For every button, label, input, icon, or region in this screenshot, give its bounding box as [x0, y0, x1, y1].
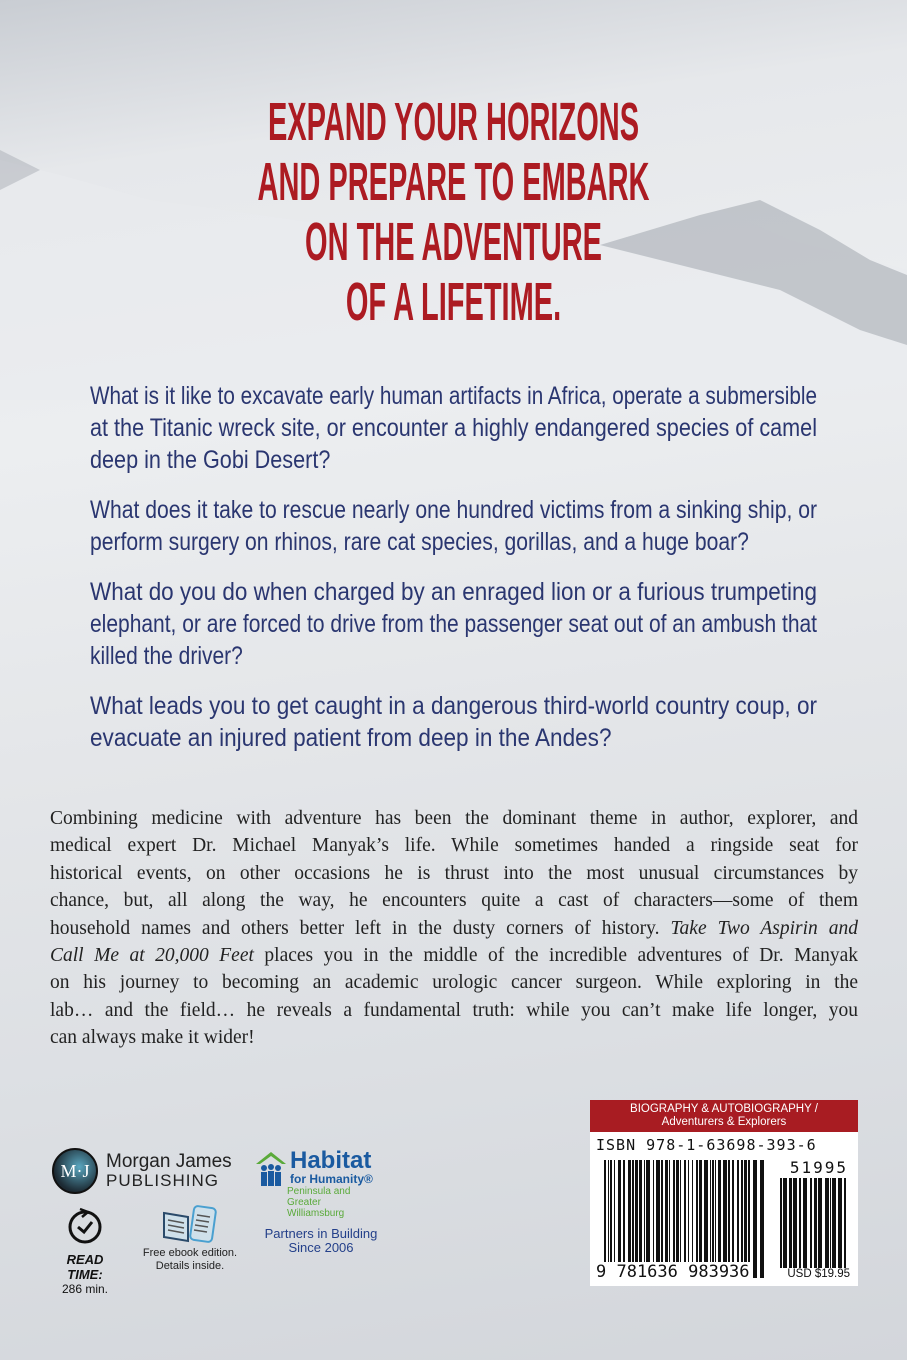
barcode-bar [728, 1160, 730, 1278]
book-title: Take Two Aspirin and [670, 917, 858, 939]
barcode-bar [646, 1160, 650, 1278]
barcode-bar [661, 1160, 663, 1278]
barcode-bar [699, 1160, 702, 1278]
barcode-bar [832, 1178, 836, 1268]
category-banner [590, 1100, 858, 1132]
barcode-bar [814, 1178, 817, 1268]
description [50, 805, 858, 1052]
open-book-icon [160, 1205, 220, 1243]
description-line [50, 832, 858, 859]
ebook-line: Free ebook edition. [142, 1247, 238, 1259]
barcode-bar [789, 1178, 792, 1268]
habitat-sub: for Humanity® [290, 1172, 373, 1186]
barcode-bar [753, 1160, 757, 1278]
habitat-affiliate: Peninsula and [287, 1186, 351, 1197]
question [90, 494, 817, 558]
headline-line: ON THE ADVENTURE [305, 212, 602, 272]
habitat-logo [256, 1147, 378, 1255]
barcode-bar [688, 1160, 689, 1278]
barcode-bar [656, 1160, 660, 1278]
question-list [90, 380, 817, 772]
question-line: What is it like to excavate early human artifacts in Africa, operate a submersible [90, 382, 817, 410]
barcode-bar [818, 1178, 822, 1268]
read-time [50, 1205, 120, 1296]
description-text: on his journey to becoming an academic urologic cancer surgeon. While exploring in the [50, 972, 858, 994]
description-text: lab… and the field… he reveals a fundamental truth: while you can’t make life longer, you [50, 999, 858, 1021]
headline-line: AND PREPARE TO EMBARK [257, 152, 650, 212]
barcode-bar [741, 1160, 743, 1278]
barcode-bar [684, 1160, 686, 1278]
description-text: medical expert Dr. Michael Manyak’s life. While sometimes handed a ringside seat for [50, 835, 858, 857]
barcode-bar [838, 1178, 842, 1268]
description-text: chance, but, all along the way, he encounters quite a cast of characters—some of them [50, 890, 858, 912]
description-line [50, 969, 858, 996]
description-line [50, 942, 858, 969]
habitat-house-icon [256, 1152, 286, 1186]
barcode-bar [718, 1160, 721, 1278]
headline-line: EXPAND YOUR HORIZONS [267, 92, 640, 152]
price-code: 51995 [789, 1158, 848, 1177]
description-line [50, 997, 858, 1024]
barcode-bar [635, 1160, 638, 1278]
barcode-bar [673, 1160, 675, 1278]
barcode-bar [653, 1160, 654, 1278]
barcode-bar [760, 1160, 764, 1278]
question-line: perform surgery on rhinos, rare cat species, gorillas, and a huge boar? [90, 528, 749, 556]
price-barcode [780, 1178, 850, 1268]
barcode-bar [614, 1160, 615, 1278]
barcode-bar [744, 1160, 747, 1278]
barcode-bar [610, 1160, 612, 1278]
habitat-partners-since: Since 2006 [288, 1240, 354, 1255]
clock-icon [66, 1205, 104, 1245]
barcode-bar [632, 1160, 634, 1278]
barcode-bar [680, 1160, 681, 1278]
question-line: at the Titanic wreck site, or encounter a highly endangered species of camel [90, 414, 817, 442]
question [90, 576, 817, 672]
headline [0, 92, 907, 332]
barcode-bar [712, 1160, 714, 1278]
category-line: Adventurers & Explorers [661, 1116, 787, 1128]
barcode-bar [825, 1178, 829, 1268]
question-line: What does it take to rescue nearly one hundred victims from a sinking ship, or [90, 496, 817, 524]
mj-logo-icon: M·J [52, 1148, 98, 1194]
barcode-bar [676, 1160, 679, 1278]
barcode-bar [644, 1160, 645, 1278]
description-line [50, 805, 858, 832]
barcode-bar [608, 1160, 609, 1278]
barcode-bar [710, 1160, 711, 1278]
habitat-partners: Partners in Building [264, 1226, 378, 1241]
category-line: BIOGRAPHY & AUTOBIOGRAPHY / [630, 1103, 818, 1115]
description-line [50, 860, 858, 887]
barcode-bar [780, 1178, 782, 1268]
book-title: Call Me at 20,000 Feet [50, 944, 254, 966]
barcode-bar [692, 1160, 693, 1278]
ean-barcode [604, 1160, 769, 1278]
question-line: What do you do when charged by an enraged lion or a furious trumpeting [90, 578, 817, 606]
question-line: What leads you to get caught in a dangerous third-world country coup, or [90, 692, 817, 720]
barcode-bar [783, 1178, 787, 1268]
barcode-bar [723, 1160, 727, 1278]
barcode-bar [803, 1178, 807, 1268]
barcode-bar [665, 1160, 668, 1278]
barcode-bar [810, 1178, 812, 1268]
question [90, 690, 817, 754]
publisher-name: Morgan James [106, 1151, 232, 1172]
barcode-bar [618, 1160, 621, 1278]
barcode-bar [623, 1160, 625, 1278]
habitat-name: Habitat [290, 1147, 372, 1174]
barcode-bar [696, 1160, 698, 1278]
price: USD $19.95 [787, 1268, 850, 1280]
question-line: evacuate an injured patient from deep in the Andes? [90, 724, 612, 752]
barcode-box [590, 1100, 858, 1286]
read-time-value: 286 min. [61, 1282, 109, 1296]
ebook-line: Details inside. [155, 1260, 225, 1272]
barcode-bar [604, 1160, 606, 1278]
ebook-notice [140, 1205, 240, 1273]
barcode-bar [830, 1178, 831, 1268]
barcode-bar [799, 1178, 801, 1268]
description-text: Combining medicine with adventure has been the dominant theme in author, explorer, and [50, 808, 858, 829]
barcode-bar [732, 1160, 734, 1278]
question-line: killed the driver? [90, 642, 243, 670]
barcode-bar [669, 1160, 670, 1278]
question-line: elephant, or are forced to drive from the passenger seat out of an ambush that [90, 610, 817, 638]
headline-line: OF A LIFETIME. [345, 272, 562, 332]
description-text: household names and others better left in the dusty corners of history. [50, 917, 671, 939]
barcode-bar [748, 1160, 750, 1278]
publisher-name-sub: PUBLISHING [106, 1171, 219, 1190]
isbn: ISBN 978-1-63698-393-6 [596, 1136, 817, 1154]
barcode-bar [793, 1178, 797, 1268]
barcode-bar [844, 1178, 846, 1268]
barcode-bar [715, 1160, 716, 1278]
barcode-bar [704, 1160, 708, 1278]
description-line [50, 1024, 858, 1051]
read-time-label: READ TIME: [66, 1252, 104, 1282]
habitat-affiliate: Greater Williamsburg [287, 1197, 345, 1219]
description-line [50, 915, 858, 942]
barcode-bar [737, 1160, 739, 1278]
description-text: places you in the middle of the incredible adventures of Dr. Manyak [253, 944, 858, 966]
description-text: can always make it wider! [50, 1027, 255, 1049]
description-text: historical events, on other occasions he is thrust into the most unusual circumstances by [50, 862, 858, 884]
barcode-bar [628, 1160, 631, 1278]
ean-number: 9 781636 983936 [596, 1262, 750, 1282]
publisher-logo [52, 1148, 232, 1194]
description-line [50, 887, 858, 914]
barcode-bar [639, 1160, 642, 1278]
question [90, 380, 817, 476]
question-line: deep in the Gobi Desert? [90, 446, 331, 474]
